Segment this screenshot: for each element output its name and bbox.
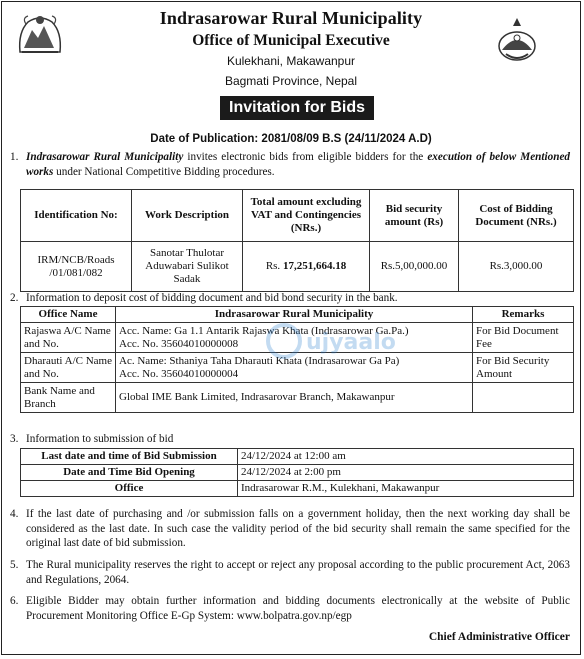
clause-1-text: Indrasarowar Rural Municipality invites electronic bids from eligible bidders for the execution of below Mentioned works under National Competitive Bidding procedures. — [26, 151, 570, 178]
col-office-name: Office Name — [21, 307, 116, 323]
address-line-2: Bagmati Province, Nepal — [224, 74, 358, 88]
table-row: Bank Name and Branch Global IME Bank Limited, Indrasarovar Branch, Makawanpur — [21, 383, 574, 413]
table-row: Last date and time of Bid Submission 24/12/2024 at 12:00 am — [21, 449, 574, 465]
cell-security: Rs.5,00,000.00 — [370, 242, 459, 292]
cell-work: Sanotar Thulotar Aduwabari Sulikot Sadak — [132, 242, 243, 292]
submission-table — [20, 448, 574, 497]
municipality-logo — [492, 16, 542, 66]
svg-text:ujyaalo: ujyaalo — [306, 330, 396, 355]
cell-cost: Rs.3,000.00 — [459, 242, 574, 292]
table-row: Dharauti A/C Name and No. Ac. Name: Sthaniya Taha Dharauti Khata (Indrasarowar Ga Pa) Acc. No. 35604010000004 For Bid Security Amount — [21, 353, 574, 383]
clause-3: 3. Information to submission of bid — [10, 433, 174, 445]
clause-2: 2. Information to deposit cost of bidding document and bid bond security in the bank. — [10, 292, 398, 304]
col-document-cost: Cost of Bidding Document (NRs.) — [459, 190, 574, 242]
signature-title: Chief Administrative Officer — [428, 631, 570, 643]
invitation-banner: Invitation for Bids — [220, 96, 374, 120]
bid-table — [20, 189, 574, 292]
table-row: Office Indrasarowar R.M., Kulekhani, Makawanpur — [21, 481, 574, 497]
office-name: Office of Municipal Executive — [192, 32, 390, 49]
clause-6: 6. Eligible Bidder may obtain further information and bidding documents electronically at the website of Public Procurement Monitoring Office E-Gp System: www.bolpatra.gov.np/egp — [10, 595, 570, 622]
notice-header — [2, 2, 580, 128]
bank-table — [20, 306, 574, 413]
clause-5: 5. The Rural municipality reserves the right to accept or reject any proposal according to the public procurement Act, 2063 and Regulations, 2064. — [10, 559, 570, 586]
clause-4: 4. If the last date of purchasing and /or submission falls on a government holiday, then the next working day shall be considered as the last date. In such case the validity period of the bid security shall remain the same specified for the original last date of bid submission. — [10, 508, 570, 549]
col-municipality: Indrasarowar Rural Municipality — [116, 307, 473, 323]
col-total-amount: Total amount excluding VAT and Contingencies (NRs.) — [243, 190, 370, 242]
cell-id: IRM/NCB/Roads /01/081/082 — [21, 242, 132, 292]
publication-date: Date of Publication: 2081/08/09 B.S (24/11/2024 A.D) — [150, 133, 432, 145]
col-bid-security: Bid security amount (Rs) — [370, 190, 459, 242]
address-line-1: Kulekhani, Makawanpur — [226, 54, 356, 68]
notice-page — [1, 1, 581, 655]
org-name: Indrasarowar Rural Municipality — [159, 8, 423, 28]
col-remarks: Remarks — [473, 307, 574, 323]
col-work-description: Work Description — [132, 190, 243, 242]
table-row: Rajaswa A/C Name and No. Acc. Name: Ga 1.1 Antarik Rajaswa Khata (Indrasarowar Ga.Pa.) Acc. No. 35604010000008 For Bid Document Fee — [21, 323, 574, 353]
clause-1 — [10, 150, 570, 179]
table-row — [21, 242, 574, 292]
cell-amount: Rs. 17,251,664.18 — [243, 242, 370, 292]
table-row: Date and Time Bid Opening 24/12/2024 at 2:00 pm — [21, 465, 574, 481]
col-identification: Identification No: — [21, 190, 132, 242]
clause-number: 1. — [10, 151, 19, 163]
